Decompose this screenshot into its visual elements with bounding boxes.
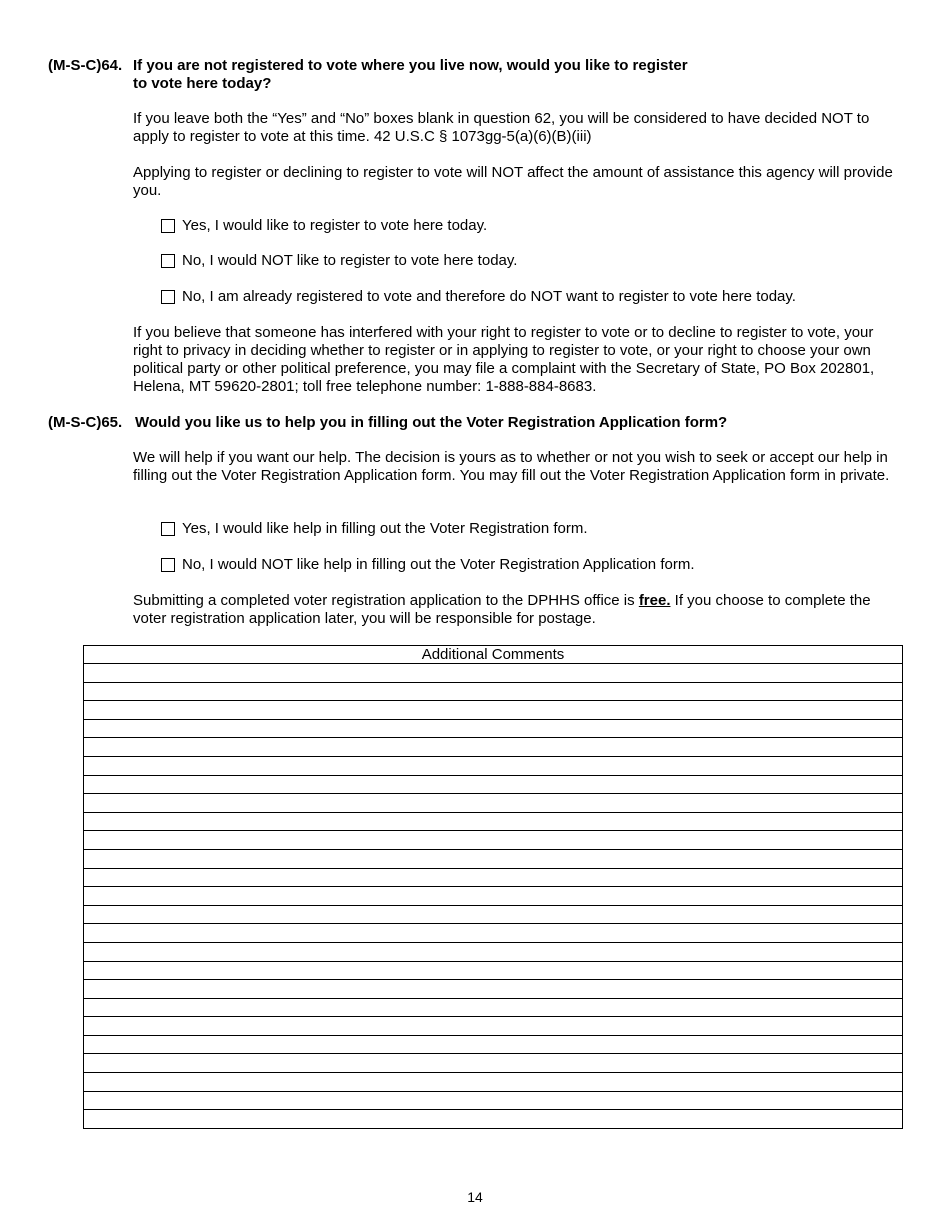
comment-line-row xyxy=(84,924,903,943)
comment-line-row xyxy=(84,868,903,887)
comment-line[interactable] xyxy=(84,887,903,906)
comment-line-row xyxy=(84,664,903,683)
q65-yes-label: Yes, I would like help in filling out the Voter Registration form. xyxy=(182,520,588,537)
comment-line[interactable] xyxy=(84,664,903,683)
comment-line-row xyxy=(84,998,903,1017)
q64-option-no[interactable] xyxy=(161,252,517,270)
question-64-number: (M-S-C)64. xyxy=(48,57,123,74)
comments-header: Additional Comments xyxy=(84,646,903,664)
q64-already-registered-label: No, I am already registered to vote and therefore do NOT want to register to vote here today. xyxy=(182,288,796,305)
q65-no-label: No, I would NOT like help in filling out the Voter Registration Application form. xyxy=(182,556,695,573)
comment-line[interactable] xyxy=(84,1017,903,1036)
comment-line[interactable] xyxy=(84,719,903,738)
comment-line[interactable] xyxy=(84,738,903,757)
comment-line-row xyxy=(84,1091,903,1110)
postage-notice-part2: If you choose to complete the voter registration application later, you will be responsible for postage. xyxy=(133,592,871,627)
comment-line[interactable] xyxy=(84,775,903,794)
q65-no-checkbox[interactable] xyxy=(161,558,175,572)
additional-comments-table xyxy=(83,645,903,1129)
comment-line[interactable] xyxy=(84,794,903,813)
q64-yes-label: Yes, I would like to register to vote here today. xyxy=(182,217,488,234)
question-65-title: Would you like us to help you in filling out the Voter Registration Application form? xyxy=(135,414,728,431)
comment-line[interactable] xyxy=(84,980,903,999)
comment-line[interactable] xyxy=(84,998,903,1017)
comment-line[interactable] xyxy=(84,942,903,961)
comment-line-row xyxy=(84,682,903,701)
q64-already-registered-checkbox[interactable] xyxy=(161,290,175,304)
comment-line-row xyxy=(84,1054,903,1073)
comment-line[interactable] xyxy=(84,1073,903,1092)
question-65-number: (M-S-C)65. xyxy=(48,414,123,431)
comment-line-row xyxy=(84,1073,903,1092)
comment-line[interactable] xyxy=(84,1035,903,1054)
comment-line-row xyxy=(84,831,903,850)
q64-option-already-registered[interactable] xyxy=(161,288,796,306)
comment-line[interactable] xyxy=(84,812,903,831)
comment-line-row xyxy=(84,1110,903,1129)
comment-line[interactable] xyxy=(84,831,903,850)
question-64-title-line2: to vote here today? xyxy=(133,75,272,92)
comment-line-row xyxy=(84,701,903,720)
comment-line-row xyxy=(84,1017,903,1036)
question-65-help-notice: We will help if you want our help. The decision is yours as to whether or not you wish to seek or accept our help in filling out the Voter Registration Application form. You may fill out the Voter Registration Application form in private. xyxy=(133,449,890,484)
comment-line[interactable] xyxy=(84,849,903,868)
comment-line[interactable] xyxy=(84,961,903,980)
postage-notice-part1: Submitting a completed voter registration application to the DPHHS office is xyxy=(133,592,639,609)
q65-option-yes[interactable] xyxy=(161,520,588,538)
comment-line[interactable] xyxy=(84,1091,903,1110)
q65-yes-checkbox[interactable] xyxy=(161,522,175,536)
comment-line-row xyxy=(84,887,903,906)
q64-option-yes[interactable] xyxy=(161,217,487,235)
comment-line[interactable] xyxy=(84,756,903,775)
comment-line-row xyxy=(84,961,903,980)
question-64-complaint-notice: If you believe that someone has interfered with your right to register to vote or to decline to register to vote, your right to privacy in deciding whether to register or in applying to register to vote, or your right to choose your own political party or other political preference, you may file a complaint with the Secretary of State, PO Box 202801, Helena, MT 59620-2801; toll free telephone number: 1-888-884-8683. xyxy=(133,324,875,395)
question-64-title xyxy=(133,57,773,93)
q64-yes-checkbox[interactable] xyxy=(161,219,175,233)
comment-line-row xyxy=(84,1035,903,1054)
comment-line-row xyxy=(84,812,903,831)
comments-header-row xyxy=(84,646,903,664)
comment-line-row xyxy=(84,756,903,775)
comment-line[interactable] xyxy=(84,1054,903,1073)
q65-option-no[interactable] xyxy=(161,556,694,574)
comment-line-row xyxy=(84,794,903,813)
page-number: 14 xyxy=(467,1189,483,1205)
free-emphasis: free. xyxy=(638,592,671,609)
comment-line[interactable] xyxy=(84,868,903,887)
q64-no-checkbox[interactable] xyxy=(161,254,175,268)
question-64-blank-notice: If you leave both the “Yes” and “No” boxes blank in question 62, you will be considered to have decided NOT to apply to register to vote at this time. 42 U.S.C § 1073gg-5(a)(6)(B)(iii) xyxy=(133,110,870,145)
comment-line[interactable] xyxy=(84,1110,903,1129)
comment-line[interactable] xyxy=(84,905,903,924)
comments-body xyxy=(84,664,903,1129)
comment-line[interactable] xyxy=(84,924,903,943)
comment-line-row xyxy=(84,942,903,961)
comment-line[interactable] xyxy=(84,701,903,720)
comment-line-row xyxy=(84,980,903,999)
comment-line-row xyxy=(84,719,903,738)
comment-line-row xyxy=(84,775,903,794)
q64-no-label: No, I would NOT like to register to vote here today. xyxy=(182,252,518,269)
question-64-title-line1: If you are not registered to vote where you live now, would you like to register xyxy=(133,57,688,74)
comment-line-row xyxy=(84,849,903,868)
question-65-postage-notice xyxy=(133,592,893,628)
question-64-assistance-notice: Applying to register or declining to register to vote will NOT affect the amount of assistance this agency will provide you. xyxy=(133,164,893,199)
comment-line-row xyxy=(84,738,903,757)
comment-line[interactable] xyxy=(84,682,903,701)
comment-line-row xyxy=(84,905,903,924)
